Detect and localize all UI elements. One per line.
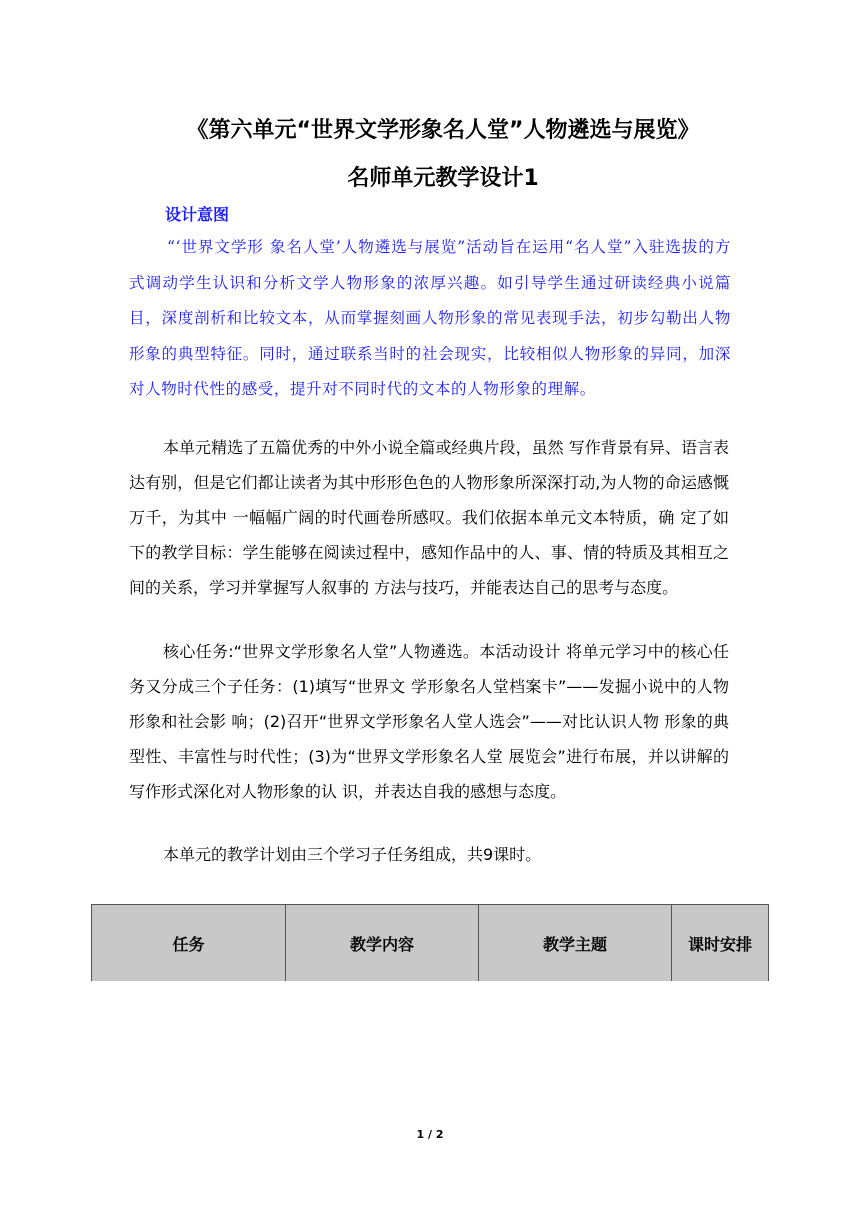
design-intent-paragraph: “‘世界文学形 象名人堂’人物遴选与展览”活动旨在运用“名人堂”入驻选拔的方式调动学生认识和分析文学人物形象的浓厚兴趣。如引导学生通过研读经典小说篇目，深度剖析和比较文本，从而掌握刻画人物形象的常见表现手法，初步勾勒出人物形象的典型特征。同时，通过联系当时的社会现实，比较相似人物形象的异同，加深对人物时代性的感受，提升对不同时代的文本的人物形象的理解。: [129, 238, 731, 398]
teaching-plan-paragraph: 本单元的教学计划由三个学习子任务组成，共9课时。: [163, 845, 542, 864]
core-task-paragraph: 核心任务:“世界文学形象名人堂”人物遴选。本活动设计 将单元学习中的核心任务又分成三个子任务：(1)填写“世界文 学形象名人堂档案卡”——发掘小说中的人物形象和社会影 响；(2)召开“世界文学形象名人堂人选会”——对比认识人物 形象的典型性、丰富性与时代性；(3)为“世界文学形象名人堂 展览会”进行布展，并以讲解的写作形式深化对人物形象的认 识，并表达自我的感想与态度。: [129, 642, 729, 801]
unit-overview-paragraph: 本单元精选了五篇优秀的中外小说全篇或经典片段，虽然 写作背景有异、语言表达有别，但是它们都让读者为其中形形色色的人物形象所深深打动,为人物的命运感慨万千，为其中 一幅幅广阔的时代画卷所感叹。我们依据本单元文本特质，确 定了如下的教学目标：学生能够在阅读过程中，感知作品中的人、事、情的特质及其相互之间的关系，学习并掌握写人叙事的 方法与技巧，并能表达自己的思考与态度。: [129, 438, 729, 597]
table-header-row: [92, 905, 769, 982]
teaching-plan-table: [91, 904, 769, 981]
table-header-schedule: 课时安排: [672, 905, 769, 982]
page-number: 1 / 2: [416, 1128, 444, 1141]
document-subtitle: 名师单元教学设计1: [347, 166, 539, 191]
table-header-theme: 教学主题: [479, 905, 672, 982]
document-title: 《第六单元“世界文学形象名人堂”人物遴选与展览》: [186, 118, 700, 143]
table-header-content: 教学内容: [286, 905, 479, 982]
table-header-task: 任务: [92, 905, 286, 982]
design-intent-heading: 设计意图: [165, 205, 230, 224]
